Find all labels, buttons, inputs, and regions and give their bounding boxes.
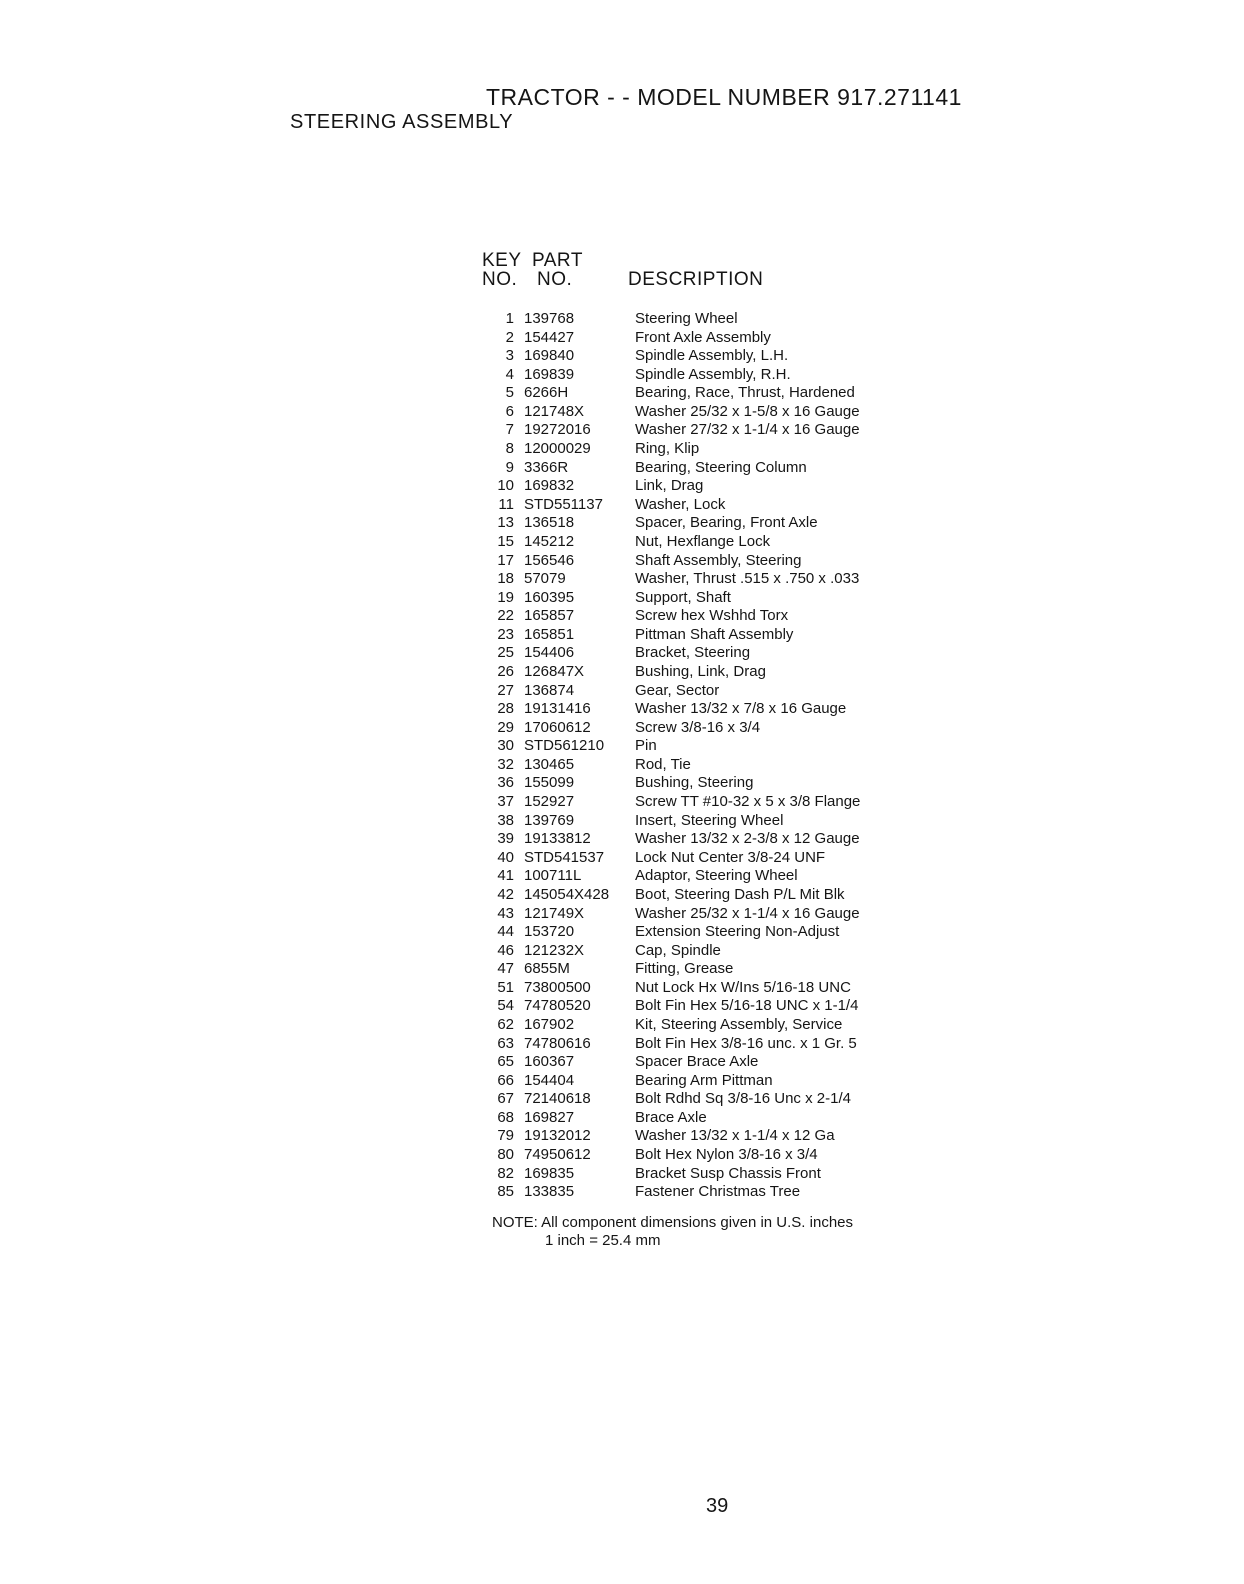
description-cell: Nut, Hexflange Lock	[635, 532, 771, 550]
part-no-cell: 6855M	[524, 960, 570, 978]
key-no-cell: 63	[497, 1034, 514, 1052]
part-no-cell: 19272016	[524, 421, 591, 439]
dimension-note	[492, 1214, 853, 1250]
parts-row	[490, 440, 930, 459]
key-no-cell: 51	[497, 978, 514, 996]
parts-row	[490, 607, 930, 626]
section-title: STEERING ASSEMBLY	[290, 111, 514, 133]
parts-row	[490, 960, 930, 979]
part-no-cell: 169839	[524, 365, 575, 383]
description-cell: Bracket Susp Chassis Front	[635, 1164, 821, 1182]
parts-row	[490, 310, 930, 329]
key-no-cell: 54	[497, 997, 514, 1015]
description-cell: Washer 25/32 x 1-1/4 x 16 Gauge	[635, 904, 860, 922]
parts-row	[490, 514, 930, 533]
description-cell: Bolt Rdhd Sq 3/8-16 Unc x 2-1/4	[635, 1090, 851, 1108]
parts-row	[490, 1183, 930, 1202]
page-title: TRACTOR - - MODEL NUMBER 917.271141	[486, 84, 962, 110]
parts-row	[490, 459, 930, 478]
part-no-cell: STD541537	[524, 848, 605, 866]
part-no-cell: 154427	[524, 328, 575, 346]
description-cell: Lock Nut Center 3/8-24 UNF	[635, 848, 826, 866]
parts-row	[490, 329, 930, 348]
part-no-cell: 121749X	[524, 904, 585, 922]
part-no-cell: 17060612	[524, 718, 591, 736]
parts-row	[490, 756, 930, 775]
description-cell: Support, Shaft	[635, 588, 731, 606]
description-cell: Extension Steering Non-Adjust	[635, 923, 840, 941]
key-no-cell: 37	[497, 793, 514, 811]
part-no-cell: 57079	[524, 570, 566, 588]
part-no-cell: 12000029	[524, 440, 591, 458]
part-no-cell: 74780520	[524, 997, 591, 1015]
part-no-cell: 121748X	[524, 402, 585, 420]
key-no-cell: 13	[497, 514, 514, 532]
description-cell: Bolt Fin Hex 3/8-16 unc. x 1 Gr. 5	[635, 1034, 857, 1052]
key-no-cell: 38	[497, 811, 514, 829]
description-cell: Boot, Steering Dash P/L Mit Blk	[635, 885, 845, 903]
parts-row	[490, 1053, 930, 1072]
description-header: DESCRIPTION	[628, 269, 764, 290]
parts-row	[490, 477, 930, 496]
parts-row	[490, 1090, 930, 1109]
description-cell: Screw hex Wshhd Torx	[635, 607, 789, 625]
description-cell: Bolt Fin Hex 5/16-18 UNC x 1-1/4	[635, 997, 859, 1015]
description-cell: Bearing, Race, Thrust, Hardened	[635, 384, 855, 402]
description-cell: Bushing, Link, Drag	[635, 662, 766, 680]
part-no-cell: 6266H	[524, 384, 569, 402]
description-cell: Insert, Steering Wheel	[635, 811, 784, 829]
description-cell: Bushing, Steering	[635, 774, 754, 792]
key-no-cell: 85	[497, 1183, 514, 1201]
part-no-cell: 154404	[524, 1071, 575, 1089]
description-cell: Washer 13/32 x 2-3/8 x 12 Gauge	[635, 830, 860, 848]
part-no-cell: 145054X428	[524, 885, 610, 903]
part-no-cell: 133835	[524, 1183, 575, 1201]
key-no-cell: 11	[498, 495, 514, 513]
parts-row	[490, 533, 930, 552]
parts-list	[490, 310, 930, 1202]
parts-row	[490, 1035, 930, 1054]
description-cell: Shaft Assembly, Steering	[635, 551, 802, 569]
part-no-cell: 139768	[524, 310, 575, 327]
key-no-cell: 32	[497, 755, 514, 773]
part-no-cell: STD551137	[524, 495, 603, 513]
parts-row	[490, 905, 930, 924]
part-no-cell: 100711L	[524, 867, 582, 885]
part-no-cell: 74950612	[524, 1146, 591, 1164]
part-no-cell: 169832	[524, 477, 575, 495]
part-no-cell: 130465	[524, 755, 575, 773]
part-no-cell: 160367	[524, 1053, 575, 1071]
key-no-cell: 79	[497, 1127, 514, 1145]
part-no-cell: 74780616	[524, 1034, 591, 1052]
part-no-cell: 3366R	[524, 458, 569, 476]
parts-row	[490, 384, 930, 403]
key-no-cell: 26	[497, 662, 514, 680]
parts-row	[490, 644, 930, 663]
parts-row	[490, 1165, 930, 1184]
key-no-cell: 43	[497, 904, 514, 922]
key-no-cell: 19	[497, 588, 514, 606]
parts-row	[490, 812, 930, 831]
parts-row	[490, 942, 930, 961]
part-no-cell: 153720	[524, 923, 575, 941]
key-no-cell: 40	[497, 848, 514, 866]
note-line-1: NOTE: All component dimensions given in U.S. inches	[492, 1214, 854, 1231]
note-line-2: 1 inch = 25.4 mm	[545, 1232, 661, 1249]
description-cell: Washer 13/32 x 7/8 x 16 Gauge	[635, 700, 847, 718]
key-no-cell: 3	[505, 347, 514, 365]
part-no-cell: 126847X	[524, 662, 585, 680]
key-no-cell: 25	[497, 644, 514, 662]
description-cell: Spindle Assembly, R.H.	[635, 365, 791, 383]
key-no-cell: 4	[505, 365, 514, 383]
key-no-cell: 39	[497, 830, 514, 848]
key-no-cell: 65	[497, 1053, 514, 1071]
part-no-cell: 155099	[524, 774, 575, 792]
description-cell: Bearing Arm Pittman	[635, 1071, 773, 1089]
parts-row	[490, 552, 930, 571]
key-no-cell: 62	[497, 1015, 514, 1033]
parts-row	[490, 589, 930, 608]
part-no-cell: 136874	[524, 681, 575, 699]
description-cell: Gear, Sector	[635, 681, 720, 699]
part-no-cell: 19131416	[524, 700, 591, 718]
key-no-cell: 29	[497, 718, 514, 736]
part-no-cell: 145212	[524, 532, 575, 550]
key-no-cell: 67	[497, 1090, 514, 1108]
description-cell: Spacer, Bearing, Front Axle	[635, 514, 818, 532]
description-cell: Fastener Christmas Tree	[635, 1183, 801, 1201]
parts-row	[490, 421, 930, 440]
description-cell: Washer 27/32 x 1-1/4 x 16 Gauge	[635, 421, 860, 439]
description-cell: Kit, Steering Assembly, Service	[635, 1015, 843, 1033]
key-no-cell: 30	[497, 737, 514, 755]
description-cell: Rod, Tie	[635, 755, 691, 773]
part-no-cell: 73800500	[524, 978, 591, 996]
description-cell: Washer 13/32 x 1-1/4 x 12 Ga	[635, 1127, 835, 1145]
description-cell: Pittman Shaft Assembly	[635, 625, 794, 643]
key-no-cell: 47	[497, 960, 514, 978]
part-no-cell: 156546	[524, 551, 575, 569]
parts-row	[490, 700, 930, 719]
part-no-cell: 165851	[524, 625, 575, 643]
description-cell: Bolt Hex Nylon 3/8-16 x 3/4	[635, 1146, 818, 1164]
parts-row	[490, 923, 930, 942]
parts-row	[490, 403, 930, 422]
description-cell: Steering Wheel	[635, 310, 738, 327]
key-no-cell: 6	[505, 402, 514, 420]
parts-row	[490, 1016, 930, 1035]
part-no-cell: 154406	[524, 644, 575, 662]
description-cell: Spacer Brace Axle	[635, 1053, 759, 1071]
description-cell: Washer, Lock	[635, 495, 726, 513]
key-no-cell: 17	[497, 551, 514, 569]
description-cell: Screw 3/8-16 x 3/4	[635, 718, 761, 736]
parts-row	[490, 886, 930, 905]
key-no-header-line1: KEY	[482, 250, 522, 271]
part-no-cell: 19133812	[524, 830, 591, 848]
part-no-cell: 136518	[524, 514, 575, 532]
part-no-cell: 160395	[524, 588, 575, 606]
key-no-cell: 46	[497, 941, 514, 959]
parts-row	[490, 867, 930, 886]
parts-row	[490, 366, 930, 385]
key-no-cell: 68	[497, 1108, 514, 1126]
key-no-cell: 22	[497, 607, 514, 625]
key-no-cell: 23	[497, 625, 514, 643]
description-cell: Nut Lock Hx W/Ins 5/16-18 UNC	[635, 978, 851, 996]
key-no-cell: 44	[497, 923, 514, 941]
parts-row	[490, 774, 930, 793]
description-cell: Washer 25/32 x 1-5/8 x 16 Gauge	[635, 402, 860, 420]
key-no-cell: 27	[497, 681, 514, 699]
parts-row	[490, 979, 930, 998]
part-no-cell: 169840	[524, 347, 575, 365]
key-no-cell: 9	[505, 458, 514, 476]
key-no-cell: 7	[505, 421, 514, 439]
key-no-cell: 28	[497, 700, 514, 718]
parts-row	[490, 1127, 930, 1146]
key-no-cell: 41	[497, 867, 514, 885]
key-no-cell: 1	[505, 310, 514, 327]
description-cell: Adaptor, Steering Wheel	[635, 867, 798, 885]
parts-row	[490, 626, 930, 645]
key-no-cell: 80	[497, 1146, 514, 1164]
key-no-cell: 18	[497, 570, 514, 588]
parts-row	[490, 719, 930, 738]
part-no-cell: 165857	[524, 607, 575, 625]
part-no-header-line1: PART	[532, 250, 583, 271]
description-cell: Brace Axle	[635, 1108, 707, 1126]
key-no-cell: 5	[505, 384, 514, 402]
part-no-cell: 167902	[524, 1015, 575, 1033]
parts-row	[490, 496, 930, 515]
parts-row	[490, 849, 930, 868]
parts-row	[490, 1146, 930, 1165]
parts-row	[490, 682, 930, 701]
part-no-cell: 139769	[524, 811, 575, 829]
part-no-cell: 169827	[524, 1108, 575, 1126]
part-no-cell: STD561210	[524, 737, 605, 755]
part-no-header-line2: NO.	[537, 269, 573, 290]
parts-row	[490, 830, 930, 849]
parts-row	[490, 570, 930, 589]
page-number: 39	[706, 1495, 729, 1517]
key-no-cell: 8	[505, 440, 514, 458]
part-no-cell: 121232X	[524, 941, 585, 959]
parts-row	[490, 663, 930, 682]
part-no-cell: 152927	[524, 793, 575, 811]
key-no-cell: 82	[497, 1164, 514, 1182]
description-cell: Bearing, Steering Column	[635, 458, 807, 476]
parts-row	[490, 1072, 930, 1091]
part-no-cell: 169835	[524, 1164, 575, 1182]
description-cell: Front Axle Assembly	[635, 328, 771, 346]
description-cell: Cap, Spindle	[635, 941, 721, 959]
description-cell: Screw TT #10-32 x 5 x 3/8 Flange	[635, 793, 861, 811]
parts-row	[490, 347, 930, 366]
parts-row	[490, 1109, 930, 1128]
description-cell: Bracket, Steering	[635, 644, 751, 662]
key-no-cell: 15	[497, 532, 514, 550]
part-no-cell: 72140618	[524, 1090, 591, 1108]
parts-row	[490, 997, 930, 1016]
key-no-cell: 2	[505, 328, 514, 346]
key-no-cell: 42	[497, 885, 514, 903]
description-cell: Spindle Assembly, L.H.	[635, 347, 789, 365]
key-no-cell: 10	[497, 477, 514, 495]
description-cell: Pin	[635, 737, 657, 755]
key-no-header-line2: NO.	[482, 269, 518, 290]
part-no-cell: 19132012	[524, 1127, 591, 1145]
description-cell: Washer, Thrust .515 x .750 x .033	[635, 570, 860, 588]
description-cell: Ring, Klip	[635, 440, 700, 458]
description-cell: Link, Drag	[635, 477, 704, 495]
description-cell: Fitting, Grease	[635, 960, 734, 978]
parts-row	[490, 737, 930, 756]
key-no-cell: 66	[497, 1071, 514, 1089]
parts-row	[490, 793, 930, 812]
key-no-cell: 36	[497, 774, 514, 792]
